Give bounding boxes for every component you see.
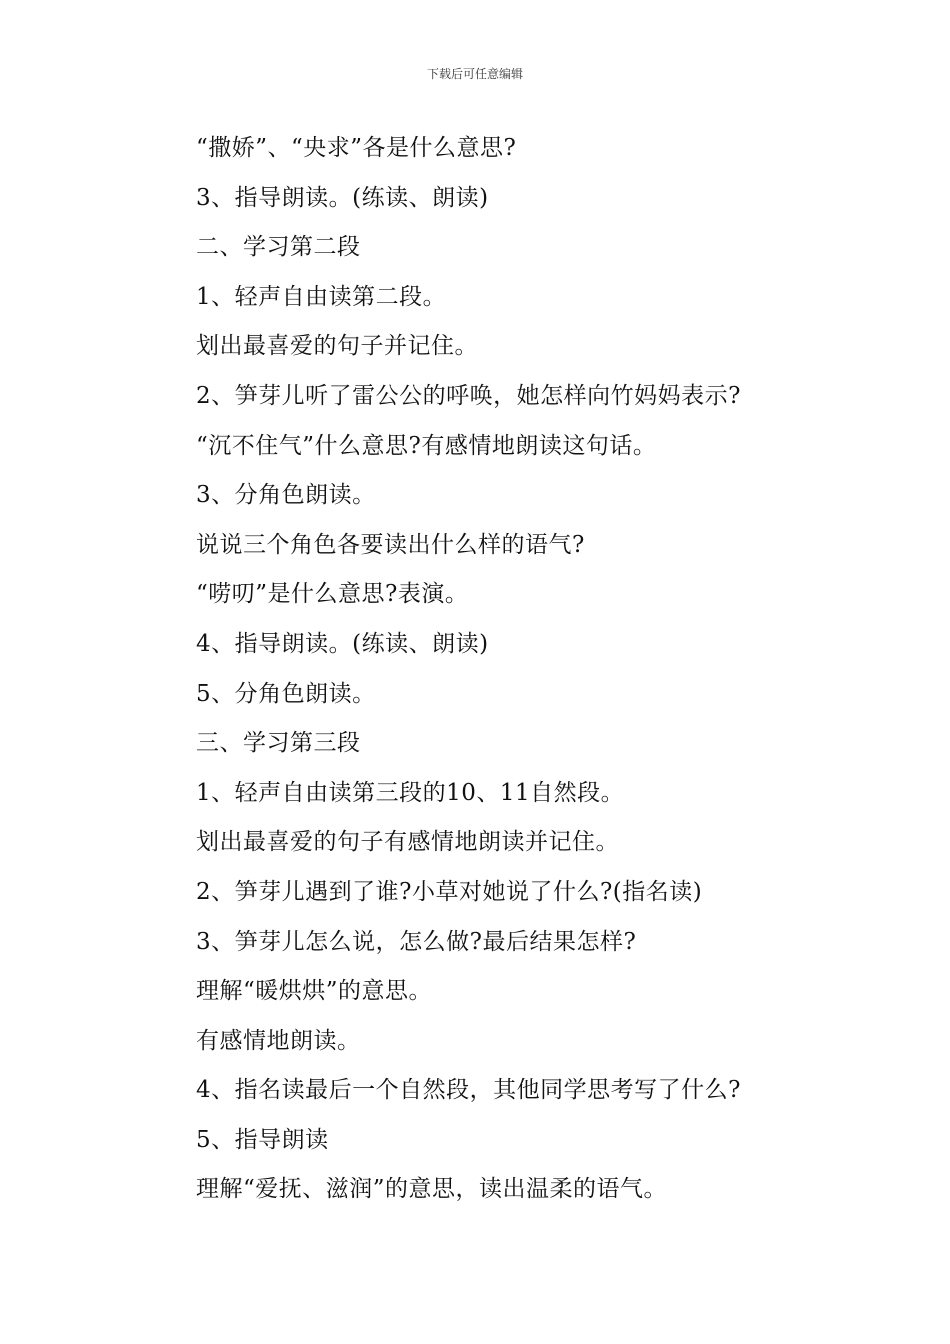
text-line: 3、笋芽儿怎么说，怎么做?最后结果怎样?: [196, 928, 637, 955]
text-line: 3、分角色朗读。: [196, 482, 376, 509]
section-heading: 二、学习第二段: [196, 234, 361, 261]
page-header: 下载后可任意编辑: [426, 67, 523, 81]
text-line: “沉不住气”什么意思?有感情地朗读这句话。: [196, 432, 657, 459]
document-body: [196, 124, 896, 1215]
text-line: 4、指名读最后一个自然段，其他同学思考写了什么?: [196, 1077, 741, 1104]
text-line: 5、指导朗读: [196, 1126, 329, 1153]
text-line: 理解“爱抚、滋润”的意思，读出温柔的语气。: [196, 1176, 668, 1203]
text-line: 有感情地朗读。: [196, 1027, 361, 1054]
text-line: 说说三个角色各要读出什么样的语气?: [196, 531, 585, 558]
text-line: 划出最喜爱的句子有感情地朗读并记住。: [196, 829, 619, 856]
text-line: 5、分角色朗读。: [196, 680, 376, 707]
text-line: 4、指导朗读。(练读、朗读): [196, 630, 489, 657]
section-heading: 三、学习第三段: [196, 730, 361, 757]
text-line: 1、轻声自由读第三段的10、11自然段。: [196, 779, 625, 806]
text-line: 1、轻声自由读第二段。: [196, 283, 447, 310]
text-line: 理解“暖烘烘”的意思。: [196, 978, 433, 1005]
text-line: 2、笋芽儿遇到了谁?小草对她说了什么?(指名读): [196, 878, 703, 905]
text-line: 划出最喜爱的句子并记住。: [196, 333, 478, 360]
text-line: “唠叨”是什么意思?表演。: [196, 581, 469, 608]
text-line: 2、笋芽儿听了雷公公的呼唤，她怎样向竹妈妈表示?: [196, 382, 741, 409]
text-line: 3、指导朗读。(练读、朗读): [196, 184, 489, 211]
text-line: “撒娇”、“央求”各是什么意思?: [196, 135, 517, 161]
